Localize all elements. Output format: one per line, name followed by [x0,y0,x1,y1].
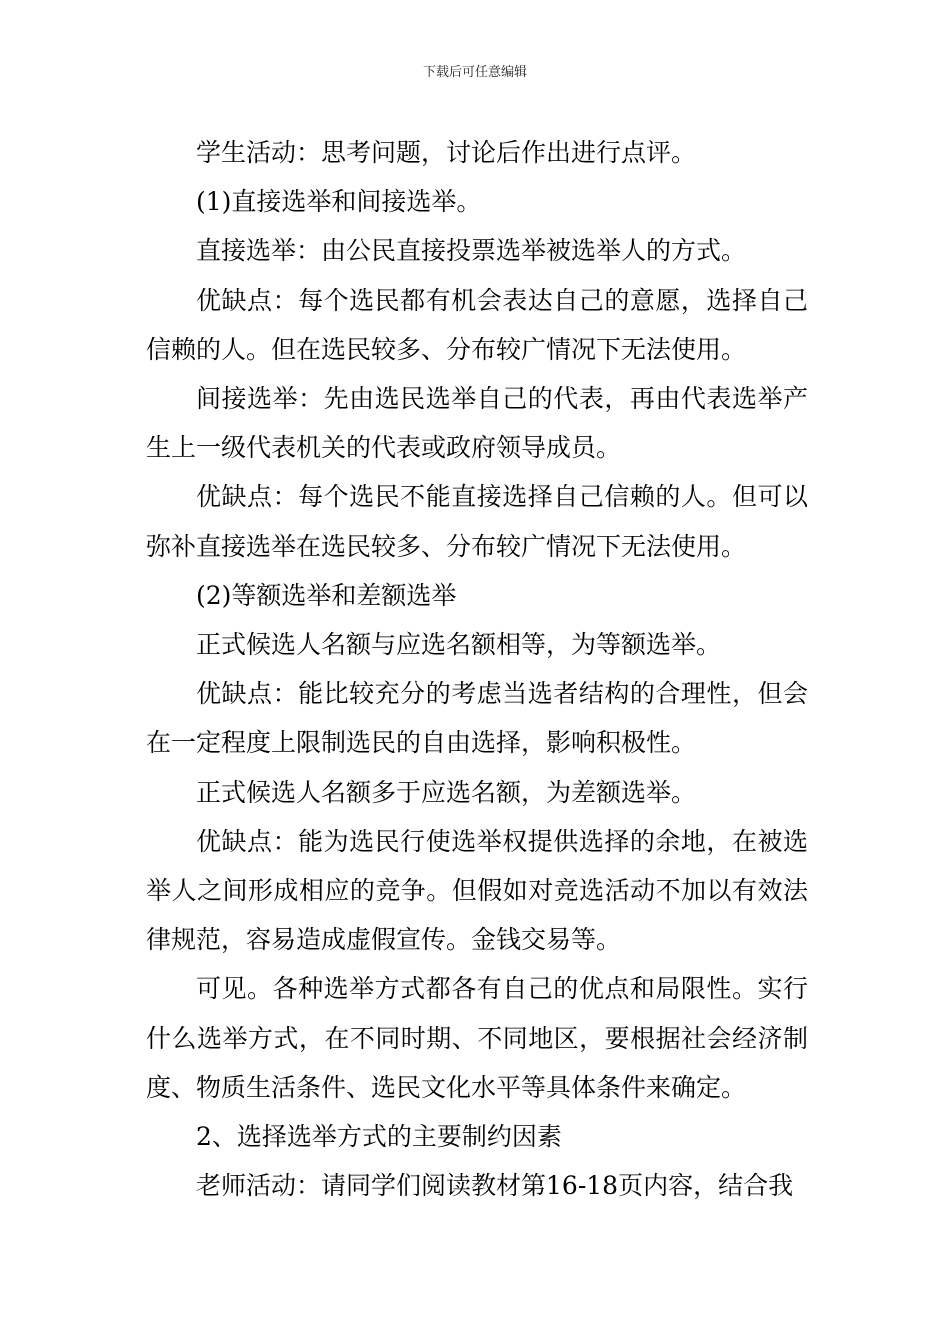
page-header: 下载后可任意编辑 [422,65,527,80]
paragraph-equal-election: 正式候选人名额与应选名额相等，为等额选举。 [196,630,722,660]
paragraph-direct-pros-cons: 优缺点：每个选民都有机会表达自己的意愿，选择自己信赖的人。但在选民较多、分布较广情况下无法使用。 [146,285,808,364]
paragraph-competitive-election: 正式候选人名额多于应选名额，为差额选举。 [196,777,697,807]
paragraph-competitive-pros-cons: 优缺点：能为选民行使选举权提供选择的余地，在被选举人之间形成相应的竞争。但假如对竞选活动不加以有效法律规范，容易造成虚假宣传。金钱交易等。 [146,826,808,955]
paragraph-conclusion: 可见。各种选举方式都各有自己的优点和局限性。实行什么选举方式，在不同时期、不同地区，要根据社会经济制度、物质生活条件、选民文化水平等具体条件来确定。 [146,974,808,1102]
paragraph-student-activity: 学生活动：思考问题，讨论后作出进行点评。 [196,138,697,167]
paragraph-indirect-pros-cons: 优缺点：每个选民不能直接选择自己信赖的人。但可以弥补直接选举在选民较多、分布较广情况下无法使用。 [146,482,808,561]
paragraph-teacher-activity: 老师活动：请同学们阅读教材第16-18页内容，结合我 [196,1171,794,1201]
paragraph-heading-constraints: 2、选择选举方式的主要制约因素 [196,1122,562,1152]
document-body [146,128,808,1210]
paragraph-heading-equal-competitive: (2)等额选举和差额选举 [196,580,457,610]
paragraph-indirect-election: 间接选举：先由选民选举自己的代表，再由代表选举产生上一级代表机关的代表或政府领导成员。 [146,384,808,463]
paragraph-equal-pros-cons: 优缺点：能比较充分的考虑当选者结构的合理性，但会在一定程度上限制选民的自由选择，影响积极性。 [146,679,808,758]
paragraph-direct-election: 直接选举：由公民直接投票选举被选举人的方式。 [196,236,747,266]
paragraph-heading-direct-indirect: (1)直接选举和间接选举。 [196,187,482,217]
